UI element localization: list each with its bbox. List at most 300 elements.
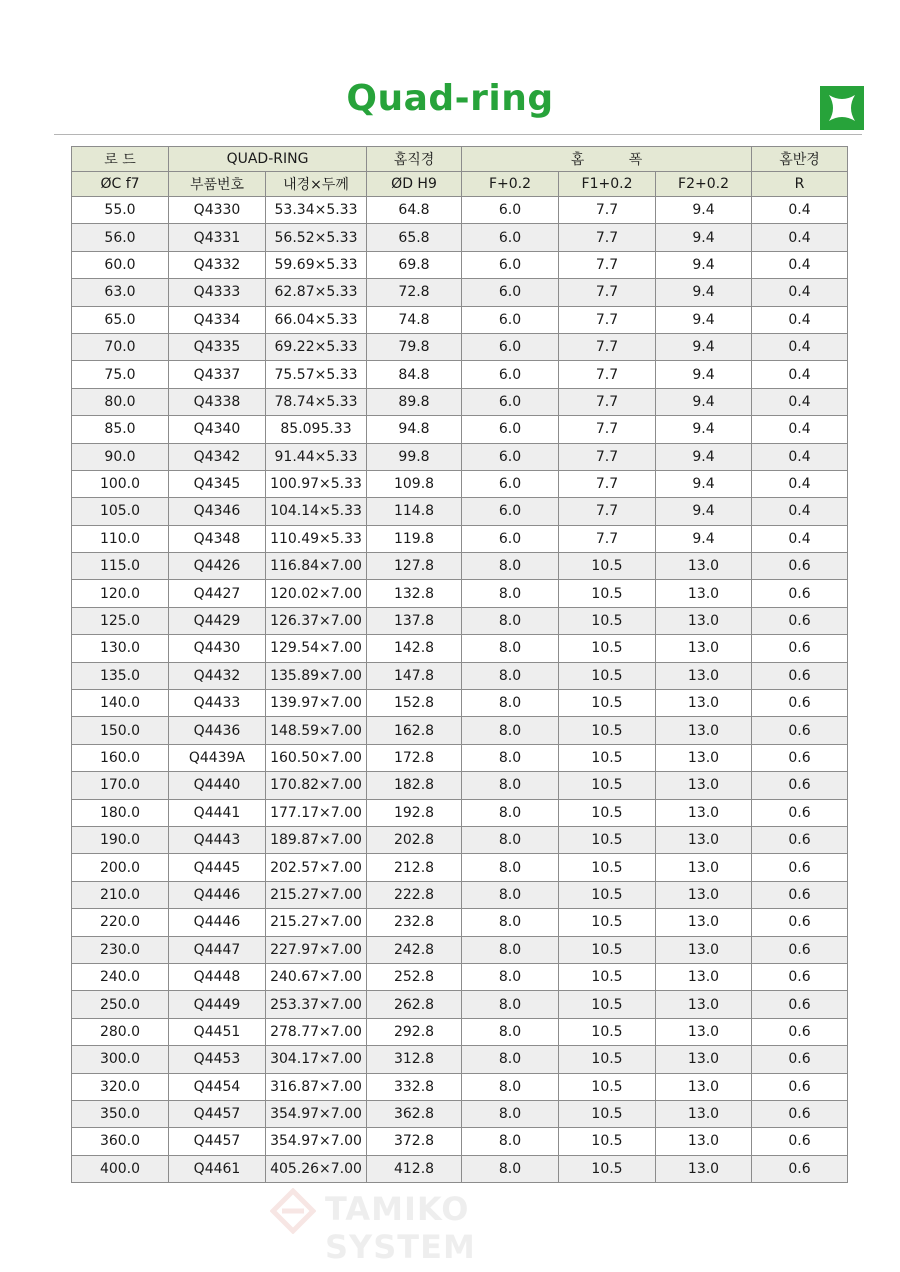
- cell-id-thickness: 148.59×7.00: [266, 717, 367, 744]
- cell-radius-r: 0.4: [752, 361, 848, 388]
- cell-width-f: 6.0: [462, 498, 559, 525]
- cell-width-f2: 13.0: [656, 744, 752, 771]
- cell-width-f2: 13.0: [656, 635, 752, 662]
- cell-width-f: 8.0: [462, 936, 559, 963]
- cell-width-f1: 10.5: [559, 826, 656, 853]
- cell-width-f: 6.0: [462, 361, 559, 388]
- cell-width-f: 8.0: [462, 744, 559, 771]
- cell-width-f2: 9.4: [656, 416, 752, 443]
- cell-groove-dia: 192.8: [367, 799, 462, 826]
- cell-width-f2: 13.0: [656, 580, 752, 607]
- cell-groove-dia: 412.8: [367, 1155, 462, 1182]
- cell-id-thickness: 202.57×7.00: [266, 854, 367, 881]
- table-row: [72, 333, 848, 360]
- cell-radius-r: 0.4: [752, 470, 848, 497]
- cell-width-f1: 7.7: [559, 306, 656, 333]
- cell-width-f: 6.0: [462, 470, 559, 497]
- header-rod: 로 드: [72, 147, 169, 172]
- cell-id-thickness: 91.44×5.33: [266, 443, 367, 470]
- cell-width-f2: 9.4: [656, 279, 752, 306]
- cell-groove-dia: 74.8: [367, 306, 462, 333]
- cell-rod-dia: 180.0: [72, 799, 169, 826]
- watermark: [270, 1188, 630, 1266]
- cell-rod-dia: 110.0: [72, 525, 169, 552]
- cell-id-thickness: 304.17×7.00: [266, 1046, 367, 1073]
- cell-rod-dia: 350.0: [72, 1100, 169, 1127]
- table-row: [72, 635, 848, 662]
- cell-part-number: Q4453: [169, 1046, 266, 1073]
- cell-width-f2: 13.0: [656, 1073, 752, 1100]
- header-groove-diameter: 홈직경: [367, 147, 462, 172]
- cell-part-number: Q4457: [169, 1100, 266, 1127]
- cell-id-thickness: 170.82×7.00: [266, 772, 367, 799]
- table-row: [72, 991, 848, 1018]
- cell-width-f: 8.0: [462, 799, 559, 826]
- table-row: [72, 799, 848, 826]
- cell-rod-dia: 85.0: [72, 416, 169, 443]
- cell-groove-dia: 72.8: [367, 279, 462, 306]
- quad-ring-spec-table: [71, 146, 848, 1183]
- cell-groove-dia: 79.8: [367, 333, 462, 360]
- cell-width-f1: 10.5: [559, 744, 656, 771]
- cell-groove-dia: 172.8: [367, 744, 462, 771]
- cell-id-thickness: 253.37×7.00: [266, 991, 367, 1018]
- cell-width-f1: 10.5: [559, 799, 656, 826]
- cell-width-f2: 9.4: [656, 251, 752, 278]
- cell-width-f: 8.0: [462, 991, 559, 1018]
- table-row: [72, 854, 848, 881]
- cell-radius-r: 0.4: [752, 251, 848, 278]
- cell-width-f: 8.0: [462, 1155, 559, 1182]
- cell-part-number: Q4441: [169, 799, 266, 826]
- cell-rod-dia: 100.0: [72, 470, 169, 497]
- cell-radius-r: 0.4: [752, 416, 848, 443]
- cell-width-f2: 13.0: [656, 772, 752, 799]
- cell-width-f1: 10.5: [559, 772, 656, 799]
- quad-ring-profile-icon: [820, 86, 864, 130]
- cell-rod-dia: 250.0: [72, 991, 169, 1018]
- cell-radius-r: 0.6: [752, 963, 848, 990]
- cell-part-number: Q4426: [169, 553, 266, 580]
- cell-width-f1: 7.7: [559, 333, 656, 360]
- cell-radius-r: 0.4: [752, 388, 848, 415]
- cell-radius-r: 0.4: [752, 224, 848, 251]
- cell-id-thickness: 227.97×7.00: [266, 936, 367, 963]
- cell-width-f2: 13.0: [656, 1100, 752, 1127]
- cell-rod-dia: 190.0: [72, 826, 169, 853]
- cell-width-f2: 9.4: [656, 197, 752, 224]
- cell-id-thickness: 75.57×5.33: [266, 361, 367, 388]
- cell-part-number: Q4446: [169, 881, 266, 908]
- cell-part-number: Q4443: [169, 826, 266, 853]
- cell-width-f1: 10.5: [559, 936, 656, 963]
- cell-radius-r: 0.6: [752, 553, 848, 580]
- cell-rod-dia: 240.0: [72, 963, 169, 990]
- cell-rod-dia: 160.0: [72, 744, 169, 771]
- cell-width-f1: 7.7: [559, 251, 656, 278]
- cell-width-f: 8.0: [462, 580, 559, 607]
- cell-groove-dia: 242.8: [367, 936, 462, 963]
- cell-width-f1: 7.7: [559, 416, 656, 443]
- cell-width-f1: 7.7: [559, 525, 656, 552]
- header-row-2: [72, 172, 848, 197]
- table-row: [72, 525, 848, 552]
- cell-width-f: 6.0: [462, 224, 559, 251]
- cell-width-f: 8.0: [462, 1128, 559, 1155]
- table-body: [72, 197, 848, 1183]
- table-row: [72, 580, 848, 607]
- cell-width-f2: 9.4: [656, 525, 752, 552]
- cell-groove-dia: 212.8: [367, 854, 462, 881]
- cell-radius-r: 0.4: [752, 498, 848, 525]
- cell-groove-dia: 362.8: [367, 1100, 462, 1127]
- table-row: [72, 607, 848, 634]
- cell-width-f: 6.0: [462, 279, 559, 306]
- header-row-1: [72, 147, 848, 172]
- cell-width-f1: 10.5: [559, 1155, 656, 1182]
- cell-width-f: 8.0: [462, 607, 559, 634]
- cell-groove-dia: 69.8: [367, 251, 462, 278]
- cell-part-number: Q4334: [169, 306, 266, 333]
- cell-rod-dia: 400.0: [72, 1155, 169, 1182]
- cell-radius-r: 0.6: [752, 1018, 848, 1045]
- cell-rod-dia: 65.0: [72, 306, 169, 333]
- watermark-text: TAMIKO SYSTEM: [325, 1190, 476, 1266]
- cell-radius-r: 0.6: [752, 854, 848, 881]
- cell-radius-r: 0.4: [752, 306, 848, 333]
- table-row: [72, 224, 848, 251]
- table-row: [72, 553, 848, 580]
- cell-width-f1: 10.5: [559, 854, 656, 881]
- cell-width-f1: 10.5: [559, 909, 656, 936]
- cell-width-f2: 13.0: [656, 1018, 752, 1045]
- cell-id-thickness: 177.17×7.00: [266, 799, 367, 826]
- cell-part-number: Q4340: [169, 416, 266, 443]
- cell-width-f1: 10.5: [559, 1100, 656, 1127]
- cell-radius-r: 0.4: [752, 525, 848, 552]
- cell-width-f2: 9.4: [656, 498, 752, 525]
- cell-width-f2: 13.0: [656, 717, 752, 744]
- cell-width-f: 8.0: [462, 1073, 559, 1100]
- header-groove-width: 홈 폭: [462, 147, 752, 172]
- header-rod-tolerance: ØC f7: [72, 172, 169, 197]
- cell-id-thickness: 120.02×7.00: [266, 580, 367, 607]
- cell-width-f: 6.0: [462, 443, 559, 470]
- table-row: [72, 1155, 848, 1182]
- cell-groove-dia: 142.8: [367, 635, 462, 662]
- cell-rod-dia: 90.0: [72, 443, 169, 470]
- cell-rod-dia: 280.0: [72, 1018, 169, 1045]
- cell-part-number: Q4331: [169, 224, 266, 251]
- cell-width-f: 8.0: [462, 1018, 559, 1045]
- cell-width-f1: 10.5: [559, 607, 656, 634]
- cell-width-f2: 13.0: [656, 881, 752, 908]
- table-row: [72, 1046, 848, 1073]
- cell-id-thickness: 104.14×5.33: [266, 498, 367, 525]
- cell-radius-r: 0.6: [752, 635, 848, 662]
- cell-rod-dia: 56.0: [72, 224, 169, 251]
- cell-groove-dia: 332.8: [367, 1073, 462, 1100]
- cell-radius-r: 0.4: [752, 333, 848, 360]
- cell-radius-r: 0.6: [752, 744, 848, 771]
- cell-rod-dia: 360.0: [72, 1128, 169, 1155]
- table-row: [72, 744, 848, 771]
- cell-id-thickness: 66.04×5.33: [266, 306, 367, 333]
- cell-radius-r: 0.6: [752, 772, 848, 799]
- table-row: [72, 826, 848, 853]
- cell-radius-r: 0.6: [752, 1073, 848, 1100]
- cell-width-f2: 13.0: [656, 826, 752, 853]
- cell-width-f: 8.0: [462, 553, 559, 580]
- cell-groove-dia: 162.8: [367, 717, 462, 744]
- cell-width-f2: 13.0: [656, 936, 752, 963]
- cell-radius-r: 0.6: [752, 1046, 848, 1073]
- cell-width-f2: 13.0: [656, 1128, 752, 1155]
- table-row: [72, 963, 848, 990]
- title-divider: [54, 134, 862, 135]
- cell-part-number: Q4448: [169, 963, 266, 990]
- cell-width-f2: 9.4: [656, 470, 752, 497]
- cell-width-f1: 10.5: [559, 553, 656, 580]
- cell-id-thickness: 53.34×5.33: [266, 197, 367, 224]
- header-radius-r: R: [752, 172, 848, 197]
- cell-radius-r: 0.6: [752, 717, 848, 744]
- cell-width-f1: 10.5: [559, 1128, 656, 1155]
- cell-width-f2: 13.0: [656, 662, 752, 689]
- cell-width-f: 8.0: [462, 854, 559, 881]
- cell-groove-dia: 137.8: [367, 607, 462, 634]
- cell-id-thickness: 278.77×7.00: [266, 1018, 367, 1045]
- cell-width-f1: 10.5: [559, 1073, 656, 1100]
- cell-groove-dia: 84.8: [367, 361, 462, 388]
- cell-id-thickness: 135.89×7.00: [266, 662, 367, 689]
- cell-part-number: Q4436: [169, 717, 266, 744]
- cell-rod-dia: 125.0: [72, 607, 169, 634]
- cell-part-number: Q4440: [169, 772, 266, 799]
- cell-groove-dia: 182.8: [367, 772, 462, 799]
- cell-rod-dia: 140.0: [72, 690, 169, 717]
- cell-part-number: Q4337: [169, 361, 266, 388]
- cell-rod-dia: 63.0: [72, 279, 169, 306]
- table-row: [72, 690, 848, 717]
- cell-id-thickness: 69.22×5.33: [266, 333, 367, 360]
- cell-rod-dia: 300.0: [72, 1046, 169, 1073]
- cell-part-number: Q4433: [169, 690, 266, 717]
- cell-part-number: Q4330: [169, 197, 266, 224]
- table-row: [72, 361, 848, 388]
- cell-width-f1: 7.7: [559, 388, 656, 415]
- table-row: [72, 1018, 848, 1045]
- cell-radius-r: 0.6: [752, 1100, 848, 1127]
- cell-part-number: Q4447: [169, 936, 266, 963]
- cell-width-f1: 10.5: [559, 635, 656, 662]
- cell-radius-r: 0.6: [752, 799, 848, 826]
- header-width-f1: F1+0.2: [559, 172, 656, 197]
- cell-groove-dia: 372.8: [367, 1128, 462, 1155]
- cell-groove-dia: 152.8: [367, 690, 462, 717]
- cell-part-number: Q4342: [169, 443, 266, 470]
- table-row: [72, 279, 848, 306]
- watermark-logo-icon: [270, 1188, 316, 1234]
- cell-groove-dia: 252.8: [367, 963, 462, 990]
- cell-width-f2: 9.4: [656, 361, 752, 388]
- cell-groove-dia: 132.8: [367, 580, 462, 607]
- cell-part-number: Q4427: [169, 580, 266, 607]
- cell-groove-dia: 262.8: [367, 991, 462, 1018]
- cell-width-f2: 13.0: [656, 1046, 752, 1073]
- cell-radius-r: 0.6: [752, 936, 848, 963]
- cell-width-f: 6.0: [462, 388, 559, 415]
- cell-width-f2: 13.0: [656, 690, 752, 717]
- cell-groove-dia: 65.8: [367, 224, 462, 251]
- cell-rod-dia: 60.0: [72, 251, 169, 278]
- cell-width-f: 8.0: [462, 881, 559, 908]
- cell-id-thickness: 215.27×7.00: [266, 909, 367, 936]
- cell-rod-dia: 230.0: [72, 936, 169, 963]
- cell-rod-dia: 200.0: [72, 854, 169, 881]
- cell-width-f1: 10.5: [559, 991, 656, 1018]
- cell-id-thickness: 62.87×5.33: [266, 279, 367, 306]
- cell-part-number: Q4461: [169, 1155, 266, 1182]
- cell-groove-dia: 127.8: [367, 553, 462, 580]
- cell-width-f2: 13.0: [656, 963, 752, 990]
- cell-width-f1: 10.5: [559, 580, 656, 607]
- cell-part-number: Q4446: [169, 909, 266, 936]
- cell-id-thickness: 316.87×7.00: [266, 1073, 367, 1100]
- cell-part-number: Q4335: [169, 333, 266, 360]
- cell-groove-dia: 119.8: [367, 525, 462, 552]
- cell-rod-dia: 220.0: [72, 909, 169, 936]
- cell-rod-dia: 150.0: [72, 717, 169, 744]
- table-row: [72, 1128, 848, 1155]
- cell-part-number: Q4429: [169, 607, 266, 634]
- cell-rod-dia: 320.0: [72, 1073, 169, 1100]
- cell-id-thickness: 78.74×5.33: [266, 388, 367, 415]
- table-row: [72, 197, 848, 224]
- cell-id-thickness: 354.97×7.00: [266, 1100, 367, 1127]
- header-groove-radius: 홈반경: [752, 147, 848, 172]
- cell-radius-r: 0.6: [752, 1128, 848, 1155]
- cell-groove-dia: 109.8: [367, 470, 462, 497]
- cell-part-number: Q4345: [169, 470, 266, 497]
- table-row: [72, 251, 848, 278]
- cell-width-f2: 13.0: [656, 607, 752, 634]
- cell-width-f: 8.0: [462, 717, 559, 744]
- cell-width-f1: 7.7: [559, 361, 656, 388]
- cell-id-thickness: 129.54×7.00: [266, 635, 367, 662]
- cell-width-f: 6.0: [462, 333, 559, 360]
- cell-radius-r: 0.4: [752, 443, 848, 470]
- cell-id-thickness: 215.27×7.00: [266, 881, 367, 908]
- cell-width-f2: 13.0: [656, 799, 752, 826]
- cell-width-f1: 10.5: [559, 1018, 656, 1045]
- cell-radius-r: 0.6: [752, 1155, 848, 1182]
- cell-width-f2: 13.0: [656, 1155, 752, 1182]
- table-row: [72, 388, 848, 415]
- cell-width-f1: 7.7: [559, 197, 656, 224]
- cell-radius-r: 0.6: [752, 881, 848, 908]
- header-bore-tolerance: ØD H9: [367, 172, 462, 197]
- cell-width-f1: 10.5: [559, 881, 656, 908]
- cell-width-f1: 10.5: [559, 662, 656, 689]
- cell-width-f: 8.0: [462, 635, 559, 662]
- cell-part-number: Q4432: [169, 662, 266, 689]
- table-row: [72, 881, 848, 908]
- cell-width-f: 8.0: [462, 1100, 559, 1127]
- cell-id-thickness: 59.69×5.33: [266, 251, 367, 278]
- cell-width-f: 6.0: [462, 525, 559, 552]
- cell-part-number: Q4338: [169, 388, 266, 415]
- table-row: [72, 416, 848, 443]
- table-row: [72, 717, 848, 744]
- cell-width-f2: 9.4: [656, 443, 752, 470]
- cell-width-f1: 10.5: [559, 690, 656, 717]
- cell-width-f: 8.0: [462, 826, 559, 853]
- cell-rod-dia: 75.0: [72, 361, 169, 388]
- cell-part-number: Q4454: [169, 1073, 266, 1100]
- cell-groove-dia: 64.8: [367, 197, 462, 224]
- cell-width-f: 8.0: [462, 909, 559, 936]
- table-row: [72, 1073, 848, 1100]
- cell-width-f2: 13.0: [656, 854, 752, 881]
- cell-width-f2: 13.0: [656, 909, 752, 936]
- cell-rod-dia: 80.0: [72, 388, 169, 415]
- header-quad-ring: QUAD-RING: [169, 147, 367, 172]
- cell-rod-dia: 210.0: [72, 881, 169, 908]
- cell-width-f2: 13.0: [656, 991, 752, 1018]
- cell-part-number: Q4333: [169, 279, 266, 306]
- cell-rod-dia: 120.0: [72, 580, 169, 607]
- cell-radius-r: 0.6: [752, 607, 848, 634]
- cell-id-thickness: 126.37×7.00: [266, 607, 367, 634]
- cell-radius-r: 0.6: [752, 991, 848, 1018]
- cell-width-f1: 7.7: [559, 279, 656, 306]
- cell-rod-dia: 130.0: [72, 635, 169, 662]
- cell-id-thickness: 56.52×5.33: [266, 224, 367, 251]
- cell-id-thickness: 354.97×7.00: [266, 1128, 367, 1155]
- cell-groove-dia: 232.8: [367, 909, 462, 936]
- cell-part-number: Q4457: [169, 1128, 266, 1155]
- cell-groove-dia: 312.8: [367, 1046, 462, 1073]
- cell-rod-dia: 70.0: [72, 333, 169, 360]
- cell-width-f1: 10.5: [559, 1046, 656, 1073]
- cell-width-f: 6.0: [462, 197, 559, 224]
- cell-width-f2: 13.0: [656, 553, 752, 580]
- cell-part-number: Q4430: [169, 635, 266, 662]
- header-width-f2: F2+0.2: [656, 172, 752, 197]
- cell-part-number: Q4346: [169, 498, 266, 525]
- table-row: [72, 1100, 848, 1127]
- cell-width-f1: 7.7: [559, 443, 656, 470]
- page-title: Quad-ring: [346, 78, 554, 119]
- cell-rod-dia: 115.0: [72, 553, 169, 580]
- cell-width-f: 8.0: [462, 1046, 559, 1073]
- cell-width-f: 6.0: [462, 306, 559, 333]
- cell-width-f: 8.0: [462, 662, 559, 689]
- cell-id-thickness: 240.67×7.00: [266, 963, 367, 990]
- cell-groove-dia: 292.8: [367, 1018, 462, 1045]
- cell-groove-dia: 89.8: [367, 388, 462, 415]
- header-id-thickness: 내경×두께: [266, 172, 367, 197]
- cell-id-thickness: 100.97×5.33: [266, 470, 367, 497]
- table-row: [72, 498, 848, 525]
- cell-groove-dia: 222.8: [367, 881, 462, 908]
- header-width-f: F+0.2: [462, 172, 559, 197]
- cell-radius-r: 0.4: [752, 279, 848, 306]
- cell-radius-r: 0.6: [752, 909, 848, 936]
- cell-width-f: 6.0: [462, 251, 559, 278]
- cell-id-thickness: 160.50×7.00: [266, 744, 367, 771]
